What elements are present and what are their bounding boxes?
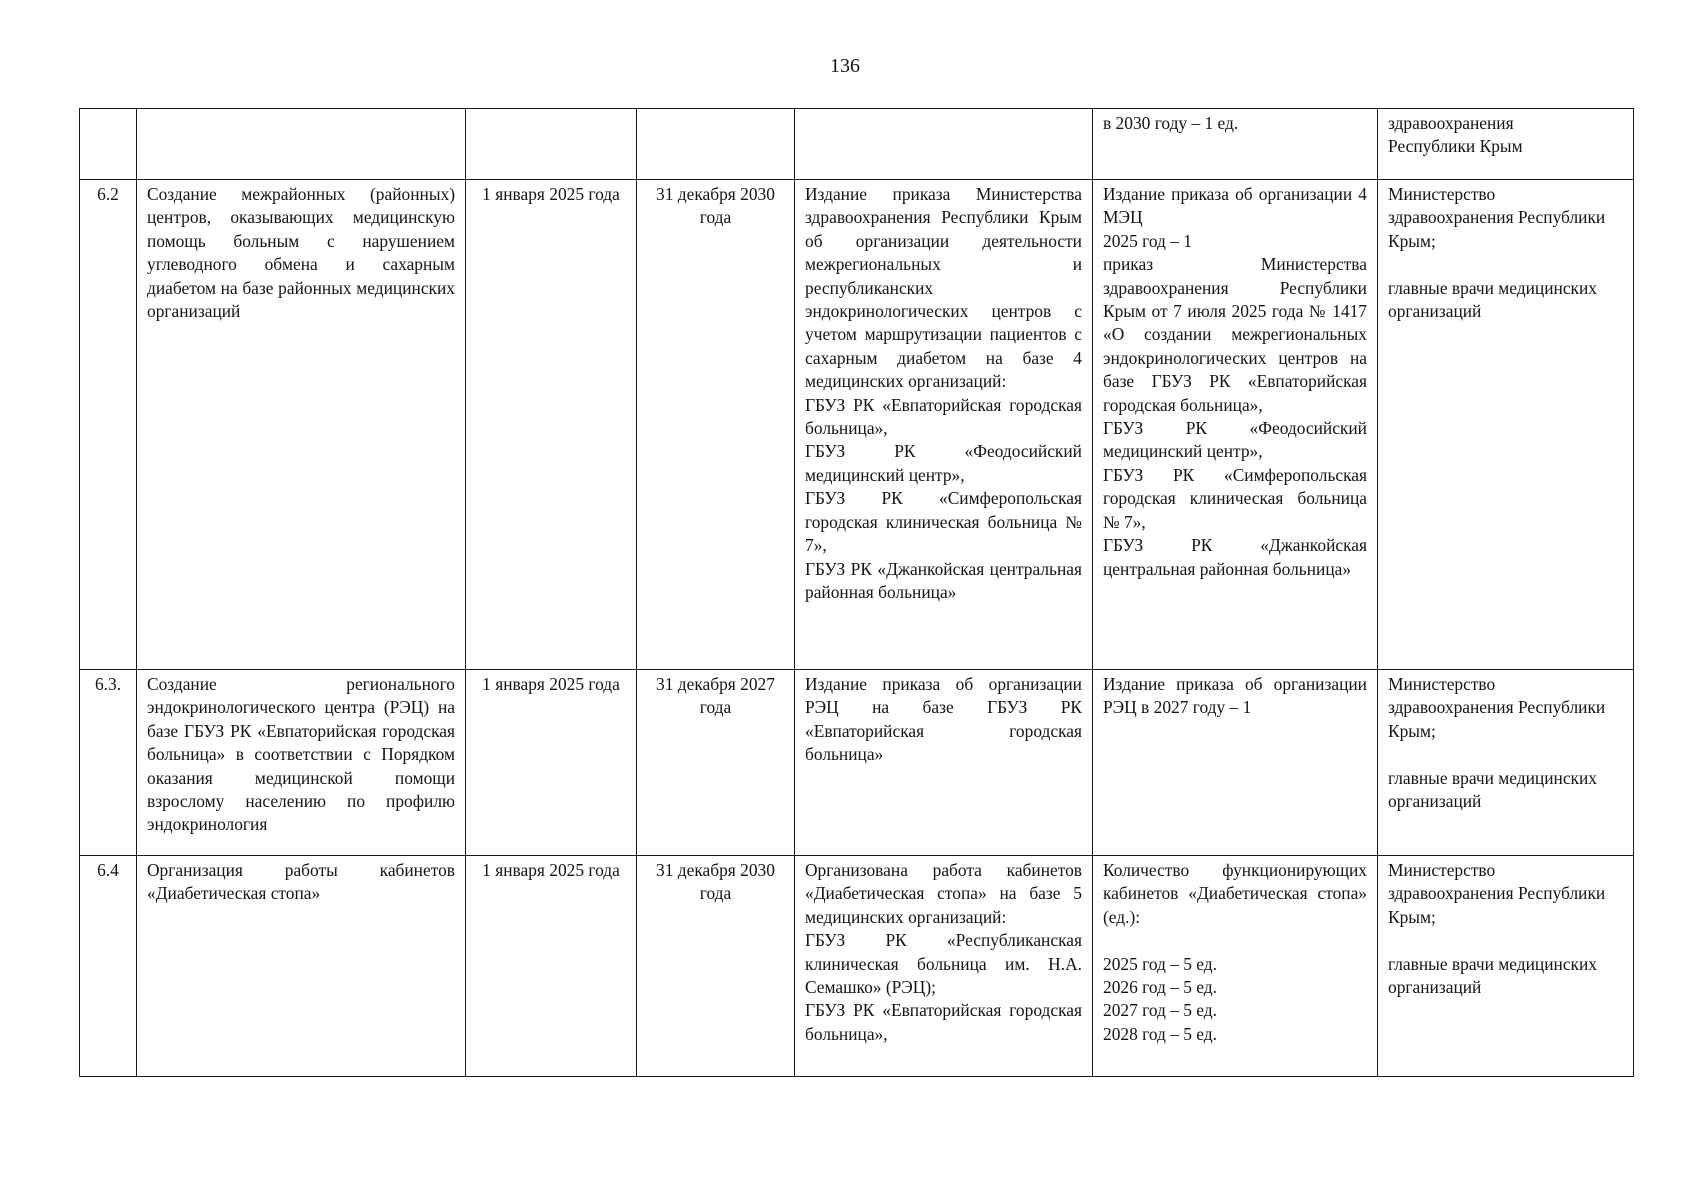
cell-paragraph: Министерство здравоохранения Республики Крым; xyxy=(1388,674,1606,741)
cell-paragraph: главные врачи медицинских организаций xyxy=(1388,767,1597,812)
cell-paragraph: 2027 год – 5 ед. xyxy=(1103,1000,1217,1021)
page-number: 136 xyxy=(830,55,860,77)
start-date-cell: 1 января 2025 года xyxy=(466,670,637,856)
item-number-cell: 6.2 xyxy=(80,180,137,670)
item-number-cell: 6.4 xyxy=(80,856,137,1077)
cell-paragraph: Издание приказа об организации РЭЦ в 2027 году – 1 xyxy=(1103,674,1367,718)
responsible-cell xyxy=(1378,670,1634,856)
responsible-cell xyxy=(1378,109,1634,180)
table-row xyxy=(80,180,1634,670)
cell-paragraph: 2026 год – 5 ед. xyxy=(1103,977,1217,998)
cell-paragraph: ГБУЗ РК «Джанкойская центральная районная больница» xyxy=(805,558,1082,602)
cell-paragraph: ГБУЗ РК «Симферопольская городская клиническая больница № 7», xyxy=(1103,464,1367,532)
table-row xyxy=(80,109,1634,180)
cell-paragraph: ГБУЗ РК «Евпаторийская городская больница», xyxy=(805,1000,1082,1044)
cell-paragraph: главные врачи медицинских организаций xyxy=(1388,277,1597,322)
cell-paragraph: ГБУЗ РК «Феодосийский медицинский центр», xyxy=(805,441,1082,485)
result-cell xyxy=(795,180,1093,670)
responsible-cell xyxy=(1378,856,1634,1077)
cell-paragraph: ГБУЗ РК «Симферопольская городская клиническая больница № 7», xyxy=(805,488,1082,556)
cell-paragraph: 2025 год – 5 ед. xyxy=(1103,953,1217,974)
cell-paragraph: Республики Крым xyxy=(1388,136,1523,157)
table-body xyxy=(80,109,1634,1077)
blank-line xyxy=(1388,253,1623,276)
start-date-cell: 1 января 2025 года xyxy=(466,856,637,1077)
table-row xyxy=(80,856,1634,1077)
cell-paragraph: Количество функционирующих кабинетов «Диабетическая стопа» (ед.): xyxy=(1103,860,1367,927)
cell-paragraph: в 2030 году – 1 ед. xyxy=(1103,113,1239,133)
blank-line xyxy=(1103,929,1367,952)
responsible-cell xyxy=(1378,180,1634,670)
cell-paragraph: ГБУЗ РК «Феодосийский медицинский центр», xyxy=(1103,418,1367,462)
blank-line xyxy=(1388,929,1623,952)
cell-paragraph: Издание приказа об организации РЭЦ на базе ГБУЗ РК «Евпаторийская городская больница» xyxy=(805,674,1082,765)
end-date-cell: 31 декабря 2027 года xyxy=(637,670,795,856)
cell-paragraph: ГБУЗ РК «Джанкойская центральная районная больница» xyxy=(1103,535,1367,579)
end-date-cell xyxy=(637,109,795,180)
measure-name-cell: Создание регионального эндокринологического центра (РЭЦ) на базе ГБУЗ РК «Евпаторийская городская больница» в соответствии с Порядком оказания медицинской помощи взрослому населению по профилю эндокринология xyxy=(137,670,466,856)
start-date-cell: 1 января 2025 года xyxy=(466,180,637,670)
cell-paragraph: приказ Министерства здравоохранения Республики Крым от 7 июля 2025 года № 1417 «О создании межрегиональных эндокринологических центров на базе ГБУЗ РК «Евпаторийская городская больница», xyxy=(1103,254,1367,415)
cell-paragraph: Министерство здравоохранения Республики Крым; xyxy=(1388,860,1606,927)
item-number-cell: 6.3. xyxy=(80,670,137,856)
measure-name-cell: Создание межрайонных (районных) центров, оказывающих медицинскую помощь больным с нарушением углеводного обмена и сахарным диабетом на базе районных медицинских организаций xyxy=(137,180,466,670)
cell-paragraph: Издание приказа об организации 4 МЭЦ xyxy=(1103,184,1367,228)
blank-line xyxy=(1388,743,1623,766)
result-cell xyxy=(795,670,1093,856)
cell-paragraph: ГБУЗ РК «Республиканская клиническая больница им. Н.А. Семашко» (РЭЦ); xyxy=(805,930,1082,998)
indicator-cell xyxy=(1093,109,1378,180)
cell-paragraph: Организована работа кабинетов «Диабетическая стопа» на базе 5 медицинских организаций: xyxy=(805,860,1082,927)
start-date-cell xyxy=(466,109,637,180)
cell-paragraph: здравоохранения xyxy=(1388,113,1514,133)
indicator-cell xyxy=(1093,180,1378,670)
measure-name-cell xyxy=(137,109,466,180)
item-number-cell xyxy=(80,109,137,180)
result-cell xyxy=(795,856,1093,1077)
cell-paragraph: 2028 год – 5 ед. xyxy=(1103,1023,1217,1044)
measures-table xyxy=(79,108,1634,1077)
indicator-cell xyxy=(1093,856,1378,1077)
measure-name-cell: Организация работы кабинетов «Диабетическая стопа» xyxy=(137,856,466,1077)
cell-paragraph: 2025 год – 1 xyxy=(1103,230,1192,251)
indicator-cell xyxy=(1093,670,1378,856)
cell-paragraph: главные врачи медицинских организаций xyxy=(1388,953,1597,998)
cell-paragraph: Издание приказа Министерства здравоохранения Республики Крым об организации деятельности межрегиональных и республиканских эндокринологических центров с учетом маршрутизации пациентов с сахарным диабетом на базе 4 медицинских организаций: xyxy=(805,184,1082,392)
end-date-cell: 31 декабря 2030 года xyxy=(637,180,795,670)
end-date-cell: 31 декабря 2030 года xyxy=(637,856,795,1077)
table-row xyxy=(80,670,1634,856)
cell-paragraph: Министерство здравоохранения Республики Крым; xyxy=(1388,184,1606,251)
result-cell xyxy=(795,109,1093,180)
cell-paragraph: ГБУЗ РК «Евпаторийская городская больница», xyxy=(805,394,1082,439)
